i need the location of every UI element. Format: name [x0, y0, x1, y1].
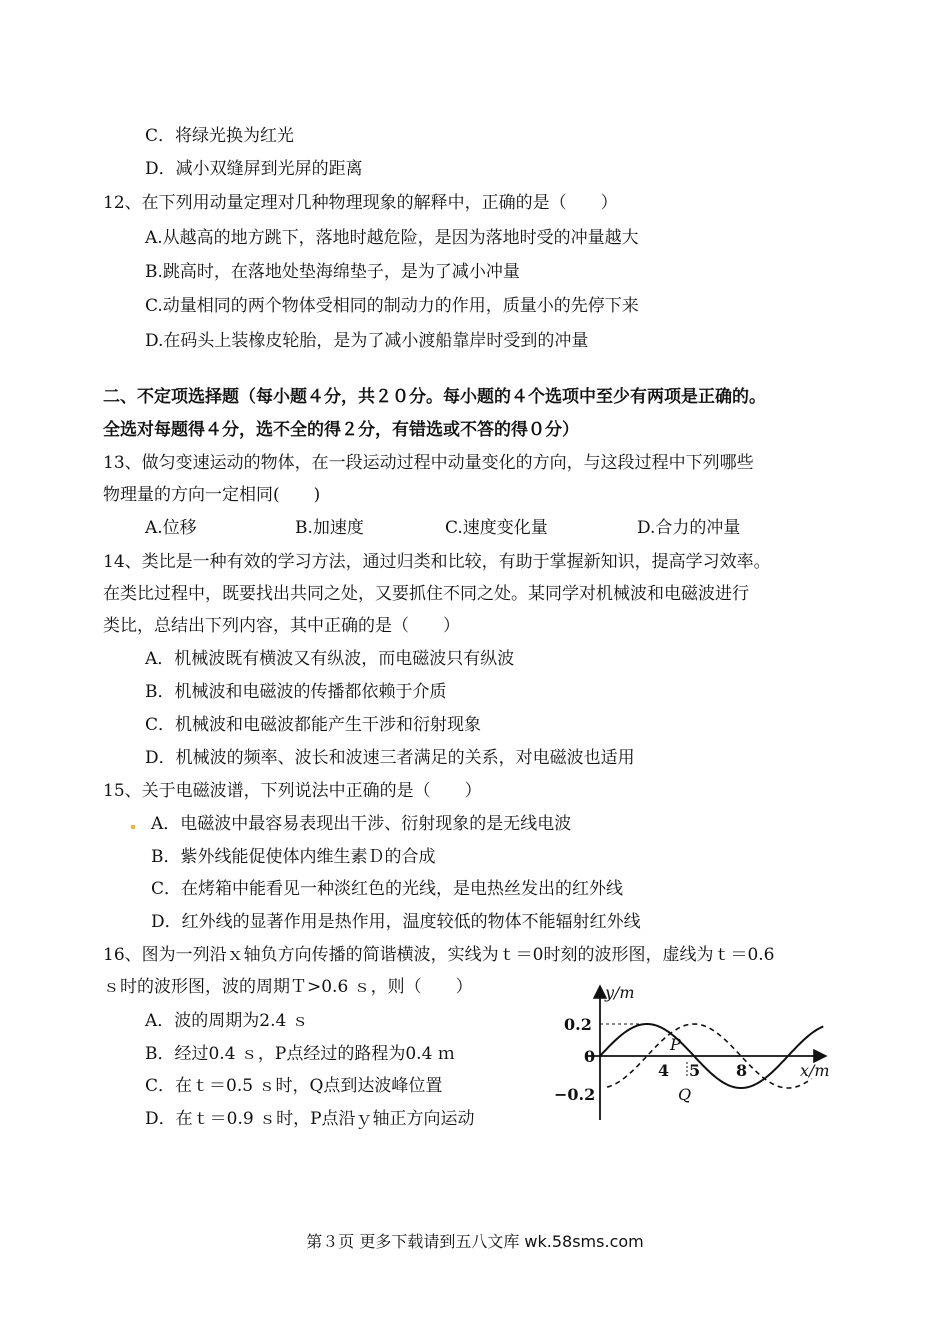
q13-option-c: C.速度变化量: [445, 518, 548, 538]
q15-option-c: C．在烤箱中能看见一种淡红色的光线，是电热丝发出的红外线: [151, 879, 624, 899]
q15-option-d: D．红外线的显著作用是热作用，温度较低的物体不能辐射红外线: [151, 912, 641, 932]
yellow-mark-dot: [131, 825, 135, 829]
point-q-label: Q: [678, 1085, 692, 1104]
q16-option-c: C．在ｔ＝0.5 ｓ时，Q点到达波峰位置: [145, 1076, 443, 1096]
q13-option-d: D.合力的冲量: [637, 518, 741, 538]
q14-option-a: A．机械波既有横波又有纵波，而电磁波只有纵波: [145, 649, 515, 669]
tick-8: 8: [736, 1061, 748, 1080]
tick-minus-0.2: −0.2: [554, 1085, 596, 1104]
tick-0: 0: [584, 1047, 596, 1066]
q14-option-b: B．机械波和电磁波的传播都依赖于介质: [145, 682, 447, 702]
q11-option-c: C．将绿光换为红光: [145, 126, 295, 146]
q12-option-d: D.在码头上装橡皮轮胎，是为了减小渡船靠岸时受到的冲量: [145, 331, 589, 351]
tick-5: 5: [689, 1061, 701, 1080]
q12-stem: 12、在下列用动量定理对几种物理现象的解释中，正确的是（ ）: [103, 193, 618, 213]
q13-option-b: B.加速度: [295, 518, 364, 538]
section2-heading-line1: 二、不定项选择题（每小题４分，共２０分。每小题的４个选项中至少有两项是正确的。: [103, 387, 766, 407]
q14-stem-line2: 在类比过程中，既要找出共同之处，又要抓住不同之处。某同学对机械波和电磁波进行: [103, 584, 749, 604]
q16-option-b: B．经过0.4 ｓ，P点经过的路程为0.4 ｍ: [145, 1044, 455, 1064]
q16-stem-line1: 16、图为一列沿ｘ轴负方向传播的简谐横波，实线为ｔ＝0时刻的波形图，虚线为ｔ＝0.6: [103, 945, 775, 965]
q12-option-c: C.动量相同的两个物体受相同的制动力的作用，质量小的先停下来: [145, 296, 639, 316]
x-axis-label: x/m: [800, 1061, 830, 1080]
q14-option-c: C．机械波和电磁波都能产生干涉和衍射现象: [145, 715, 482, 735]
q12-option-b: B.跳高时，在落地处垫海绵垫子，是为了减小冲量: [145, 262, 520, 282]
q15-option-b: B．紫外线能促使体内维生素Ｄ的合成: [151, 847, 436, 867]
q11-option-d: D．减小双缝屏到光屏的距离: [145, 159, 363, 179]
q12-option-a: A.从越高的地方跳下，落地时越危险，是因为落地时受的冲量越大: [145, 228, 639, 248]
section2-heading-line2: 全选对每题得４分，选不全的得２分，有错选或不答的得０分）: [103, 420, 579, 440]
q15-option-a: A．电磁波中最容易表现出干涉、衍射现象的是无线电波: [151, 814, 572, 834]
point-p-label: P: [670, 1035, 681, 1054]
q14-option-d: D．机械波的频率、波长和波速三者满足的关系，对电磁波也适用: [145, 748, 635, 768]
page-footer: 第３页 更多下载请到五八文库 wk.58sms.com: [306, 1232, 644, 1251]
q16-stem-line2: ｓ时的波形图，波的周期Ｔ>0.6 ｓ，则（ ）: [103, 977, 473, 997]
tick-0.2: 0.2: [564, 1015, 592, 1034]
q16-option-a: A．波的周期为2.4 ｓ: [145, 1011, 309, 1031]
q16-option-d: D．在ｔ＝0.9 ｓ时，P点沿ｙ轴正方向运动: [145, 1109, 475, 1129]
q14-stem-line1: 14、类比是一种有效的学习方法，通过归类和比较，有助于掌握新知识，提高学习效率。: [103, 552, 771, 572]
q15-stem: 15、关于电磁波谱，下列说法中正确的是（ ）: [103, 781, 482, 801]
q13-stem-line2: 物理量的方向一定相同( ): [103, 485, 321, 505]
q13-option-a: A.位移: [145, 518, 197, 538]
tick-4: 4: [658, 1061, 670, 1080]
q13-stem-line1: 13、做匀变速运动的物体，在一段运动过程中动量变化的方向，与这段过程中下列哪些: [103, 453, 754, 473]
wave-graph: [548, 980, 848, 1128]
q14-stem-line3: 类比，总结出下列内容，其中正确的是（ ）: [103, 616, 460, 636]
y-axis-label: y/m: [605, 983, 635, 1002]
